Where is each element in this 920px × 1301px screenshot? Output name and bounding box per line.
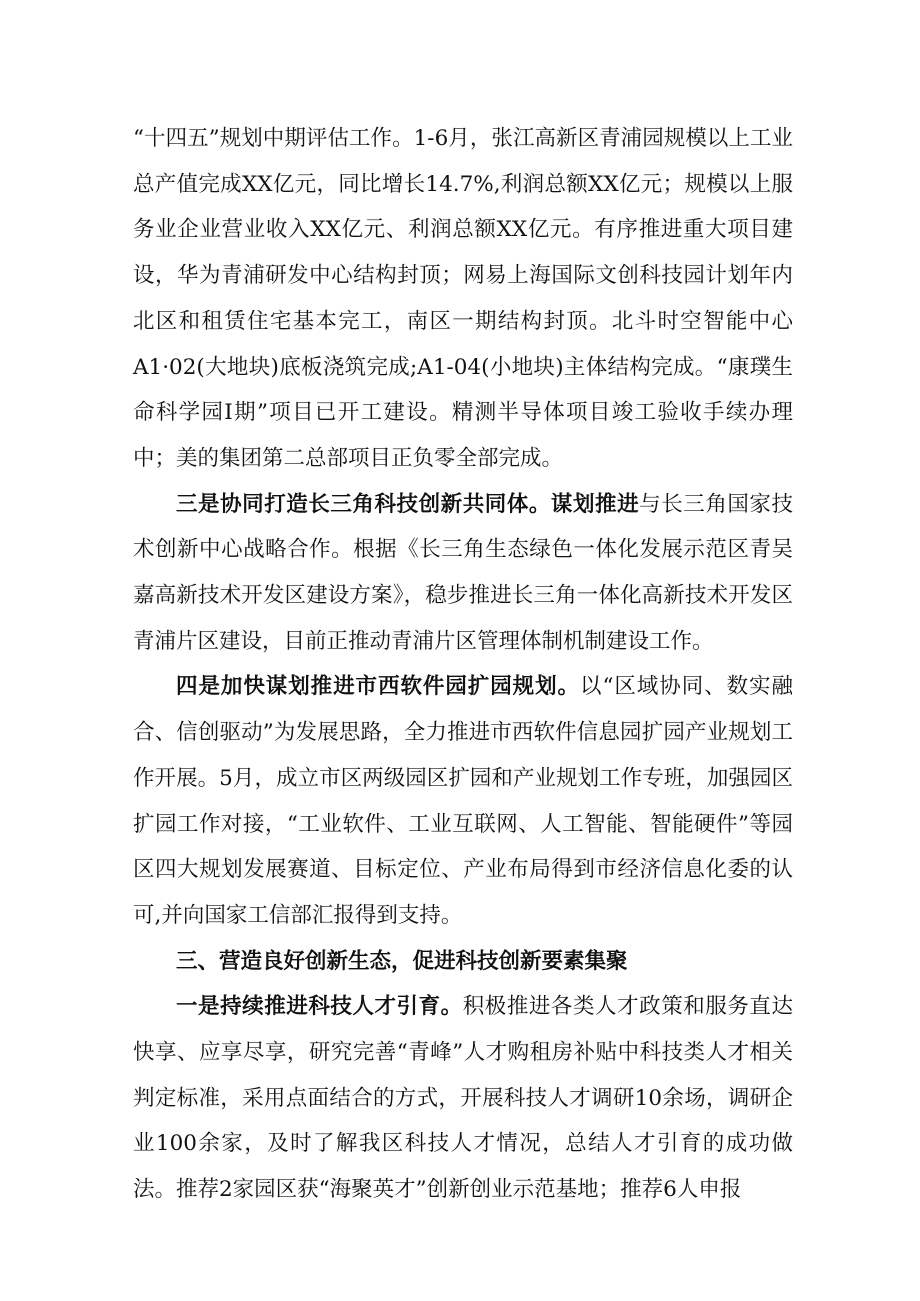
paragraph-text: “十四五”规划中期评估工作。1-6月，张江高新区青浦园规模以上工业总产值完成XX亿元，同比增长14.7%,利润总额XX亿元；规模以上服务业企业营业收入XX亿元、利润总额XX亿元。有序推进重大项目建设，华为青浦研发中心结构封顶；网易上海国际文创科技园计划年内北区和租赁住宅基本完工，南区一期结构封顶。北斗时空智能中心A1·02(大地块)底板浇筑完成;A1-04(小地块)主体结构完成。“康璞生命科学园Ⅰ期”项目已开工建设。精测半导体项目竣工验收手续办理中；美的集团第二总部项目正负零全部完成。 [133,126,793,471]
paragraph-text: 积极推进各类人才政策和服务直达快享、应享尽享，研究完善“青峰”人才购租房补贴中科技类人才相关判定标准，采用点面结合的方式，开展科技人才调研10余场，调研企业100余家，及时了解我区科技人才情况，总结人才引育的成功做法。推荐2家园区获“海聚英才”创新创业示范基地；推荐6人申报 [133,994,793,1203]
paragraph-software-park [133,664,793,938]
paragraph-industry-output [133,116,793,482]
document-body [133,116,793,1213]
paragraph-text: 以“区域协同、数实融合、信创驱动”为发展思路，全力推进市西软件信息园扩园产业规划工作开展。5月，成立市区两级园区扩园和产业规划工作专班，加强园区扩园工作对接，“工业软件、工业互联网、人工智能、智能硬件”等园区四大规划发展赛道、目标定位、产业布局得到市经济信息化委的认可,并向国家工信部汇报得到支持。 [133,674,793,928]
section-heading: 三、营造良好创新生态，促进科技创新要素集聚 [176,948,628,974]
paragraph-lead: 三是协同打造长三角科技创新共同体。谋划推进 [176,491,640,517]
paragraph-lead: 四是加快谋划推进市西软件园扩园规划。 [176,674,580,700]
paragraph-yangtze-delta [133,482,793,665]
paragraph-lead: 一是持续推进科技人才引育。 [176,994,463,1020]
paragraph-talent [133,984,793,1213]
paragraph-text: 与长三角国家技术创新中心战略合作。根据《长三角生态绿色一体化发展示范区青吴嘉高新技术开发区建设方案》，稳步推进长三角一体化高新技术开发区青浦片区建设，目前正推动青浦片区管理体制机制建设工作。 [133,491,793,654]
